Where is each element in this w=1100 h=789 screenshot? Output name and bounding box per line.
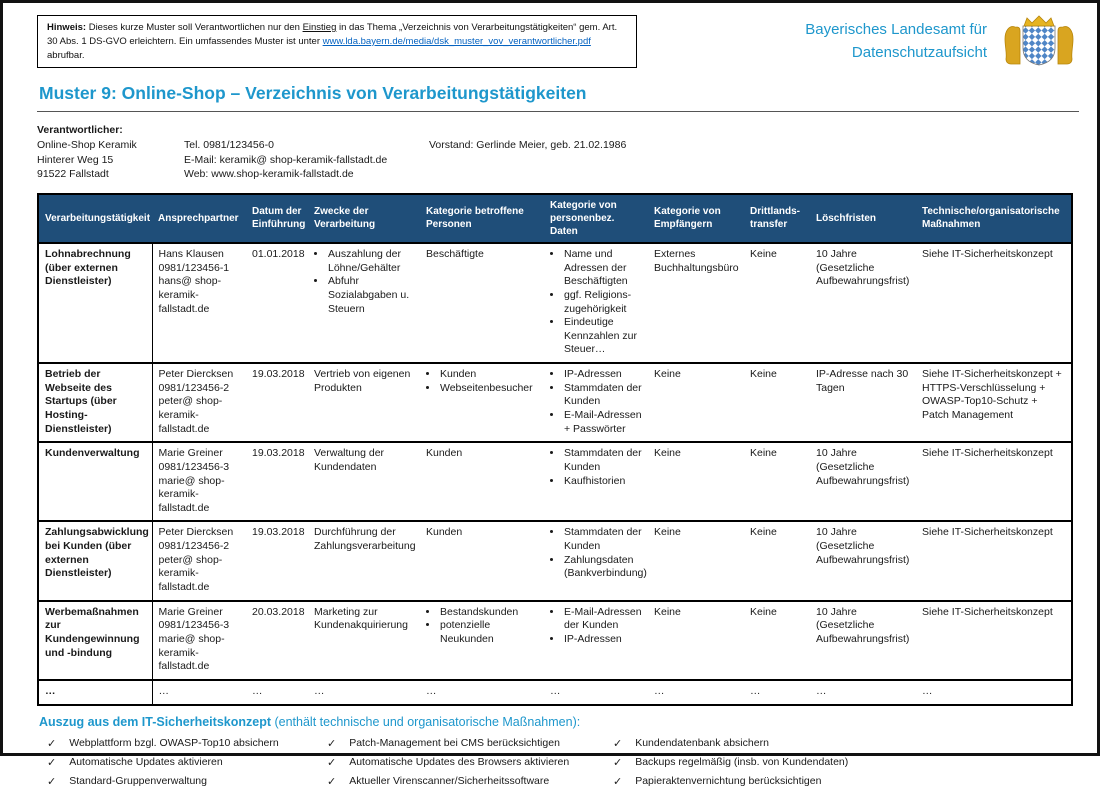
table-cell: Beschäftigte <box>420 243 544 363</box>
checkmark-icon: ✓ <box>47 737 57 750</box>
responsible-name: Online-Shop Keramik <box>37 139 137 152</box>
table-cell: Betrieb der Webseite des Startups (über Hosting-Dienstleister) <box>38 363 152 442</box>
table-cell <box>420 363 544 442</box>
notice-link[interactable]: www.lda.bayern.de/media/dsk_muster_vov_verantwortlicher.pdf <box>322 35 591 47</box>
responsible-email: E-Mail: keramik@ shop-keramik-fallstadt.de <box>184 153 388 166</box>
cell-bullet-item: • IP-Adressen <box>563 633 644 647</box>
table-cell: Hans Klausen 0981/123456-1 hans@ shop-keramik-fallstadt.de <box>152 243 246 363</box>
table-cell: Marketing zur Kundenakquirierung <box>308 601 420 680</box>
processing-table <box>37 193 1073 706</box>
security-checklist <box>37 737 1079 789</box>
checkmark-icon: ✓ <box>327 776 337 789</box>
table-cell: 19.03.2018 <box>246 363 308 442</box>
table-cell: Werbemaßnahmen zur Kundengewinnung und -bindung <box>38 601 152 680</box>
table-cell: … <box>916 680 1072 705</box>
checklist-item <box>613 737 848 751</box>
table-cell: Keine <box>744 243 810 363</box>
table-cell: Siehe IT-Sicherheitskonzept <box>916 521 1072 600</box>
table-cell: 10 Jahre (Gesetzliche Aufbewahrungsfrist) <box>810 521 916 600</box>
column-header: Verarbeitungstätigkeit <box>38 194 152 243</box>
table-cell: Keine <box>648 442 744 521</box>
cell-bullet-item: • Bestandskunden <box>439 606 540 620</box>
checklist-column <box>327 737 613 789</box>
table-cell: Marie Greiner 0981/123456-3 marie@ shop-keramik-fallstadt.de <box>152 442 246 521</box>
checklist-column <box>613 737 848 789</box>
table-cell: … <box>308 680 420 705</box>
table-body <box>38 243 1072 705</box>
responsible-street: Hinterer Weg 15 <box>37 153 114 166</box>
checkmark-icon: ✓ <box>47 776 57 789</box>
table-cell: Siehe IT-Sicherheitskonzept <box>916 442 1072 521</box>
responsible-vorstand: Vorstand: Gerlinde Meier, geb. 21.02.1986 <box>429 139 627 152</box>
table-cell: 01.01.2018 <box>246 243 308 363</box>
table-cell: Zahlungsabwicklung bei Kunden (über externen Dienstleister) <box>38 521 152 600</box>
column-header: Kategorie von personenbez. Daten <box>544 194 648 243</box>
table-cell: Kundenverwaltung <box>38 442 152 521</box>
table-cell: Siehe IT-Sicherheitskonzept <box>916 601 1072 680</box>
table-row <box>38 680 1072 705</box>
table-cell: Keine <box>648 521 744 600</box>
title-divider <box>37 111 1079 112</box>
cell-bullet-item: • Eindeutige Kennzahlen zur Steuer… <box>563 316 644 357</box>
table-row <box>38 442 1072 521</box>
table-cell: Keine <box>648 601 744 680</box>
table-cell: Peter Diercksen 0981/123456-2 peter@ shop-keramik-fallstadt.de <box>152 521 246 600</box>
table-cell: Siehe IT-Sicherheitskonzept <box>916 243 1072 363</box>
checklist-item-label: Kundendatenbank absichern <box>635 736 769 749</box>
cell-bullet-list <box>550 526 647 581</box>
checklist-item-label: Papieraktenvernichtung berücksichtigen <box>635 775 822 788</box>
notice-text-3: abrufbar. <box>47 49 85 61</box>
cell-bullet-list <box>550 606 644 647</box>
cell-bullet-list <box>550 447 644 488</box>
notice-text-2: in das Thema „Verzeichnis von Verarbeitungstätigkeiten“ gem. Art. 30 Abs. 1 DS-GVO erleichtern. Ein umfassendes Muster ist unter <box>47 22 618 47</box>
cell-bullet-item: • potenzielle Neukunden <box>439 619 540 646</box>
table-cell <box>544 601 648 680</box>
table-cell: Kunden <box>420 521 544 600</box>
cell-bullet-list <box>314 248 416 316</box>
checklist-item-label: Webplattform bzgl. OWASP-Top10 absichern <box>69 736 279 749</box>
table-cell: Durchführung der Zahlungsverarbeitung <box>308 521 420 600</box>
cell-bullet-item: • Kunden <box>439 368 540 382</box>
checklist-item-label: Patch-Management bei CMS berücksichtigen <box>349 736 560 749</box>
column-header: Kategorie von Empfängern <box>648 194 744 243</box>
responsible-label: Verantwortlicher: <box>37 124 123 136</box>
cell-bullet-list <box>426 368 540 395</box>
table-cell: 10 Jahre (Gesetzliche Aufbewahrungsfrist) <box>810 601 916 680</box>
notice-underlined-word: Einstieg <box>302 22 337 33</box>
checklist-item-label: Standard-Gruppenverwaltung <box>69 775 207 788</box>
checklist-item <box>327 756 613 770</box>
checklist-item <box>613 775 848 789</box>
agency-name-line1: Bayerisches Landesamt für <box>805 21 987 38</box>
table-cell: Keine <box>744 521 810 600</box>
table-cell <box>544 363 648 442</box>
checklist-item-label: Automatische Updates aktivieren <box>69 755 223 768</box>
cell-bullet-item: • Abfuhr Sozialabgaben u. Steuern <box>327 275 416 316</box>
table-cell: Keine <box>744 442 810 521</box>
table-row <box>38 601 1072 680</box>
cell-bullet-item: • Webseitenbesucher <box>439 382 540 396</box>
cell-bullet-item: • E-Mail-Adressen + Passwörter <box>563 409 644 436</box>
table-cell: Keine <box>648 363 744 442</box>
cell-bullet-item: • Zahlungsdaten (Bankverbindung) <box>563 554 644 581</box>
table-cell: Lohnabrechnung (über externen Dienstleister) <box>38 243 152 363</box>
cell-bullet-item: • Auszahlung der Löhne/Gehälter <box>327 248 416 275</box>
column-header: Technische/organisatorische Maßnahmen <box>916 194 1072 243</box>
page-header <box>37 15 1079 69</box>
responsible-address <box>37 138 184 181</box>
cell-bullet-list <box>550 248 644 357</box>
table-row <box>38 243 1072 363</box>
security-heading-bold: Auszug aus dem IT-Sicherheitskonzept <box>39 714 271 729</box>
page-title: Muster 9: Online-Shop – Verzeichnis von Verarbeitungstätigkeiten <box>39 83 587 103</box>
column-header: Ansprechpartner <box>152 194 246 243</box>
bavaria-coat-of-arms-logo <box>999 15 1079 69</box>
table-cell: IP-Adresse nach 30 Tagen <box>810 363 916 442</box>
table-row <box>38 521 1072 600</box>
checkmark-icon: ✓ <box>613 776 623 789</box>
column-header: Datum der Einführung <box>246 194 308 243</box>
table-cell: 10 Jahre (Gesetzliche Aufbewahrungsfrist) <box>810 243 916 363</box>
table-cell: … <box>744 680 810 705</box>
checklist-item-label: Backups regelmäßig (insb. von Kundendaten) <box>635 755 849 768</box>
table-row <box>38 363 1072 442</box>
table-cell: Marie Greiner 0981/123456-3 marie@ shop-keramik-fallstadt.de <box>152 601 246 680</box>
responsible-web: Web: www.shop-keramik-fallstadt.de <box>184 168 354 181</box>
column-header: Kategorie betroffene Personen <box>420 194 544 243</box>
table-cell <box>544 521 648 600</box>
table-cell <box>420 601 544 680</box>
cell-bullet-item: • Stammdaten der Kunden <box>563 382 644 409</box>
table-cell: 20.03.2018 <box>246 601 308 680</box>
column-header: Zwecke der Verarbeitung <box>308 194 420 243</box>
cell-bullet-list <box>550 368 644 436</box>
checkmark-icon: ✓ <box>327 737 337 750</box>
responsible-block <box>37 123 1079 182</box>
checklist-item <box>327 775 613 789</box>
responsible-tel: Tel. 0981/123456-0 <box>184 139 274 152</box>
table-cell: 19.03.2018 <box>246 442 308 521</box>
table-cell: … <box>246 680 308 705</box>
checklist-item <box>47 775 327 789</box>
column-header: Löschfristen <box>810 194 916 243</box>
cell-bullet-item: • Stammdaten der Kunden <box>563 526 644 553</box>
table-cell <box>544 442 648 521</box>
notice-text-1: Dieses kurze Muster soll Verantwortlichen nur den <box>86 22 303 33</box>
checkmark-icon: ✓ <box>613 756 623 769</box>
table-cell: 19.03.2018 <box>246 521 308 600</box>
responsible-city: 91522 Fallstadt <box>37 168 109 181</box>
table-cell: … <box>420 680 544 705</box>
table-cell: Verwaltung der Kundendaten <box>308 442 420 521</box>
security-heading-rest: (enthält technische und organisatorische Maßnahmen): <box>271 714 581 729</box>
column-header: Drittlands-transfer <box>744 194 810 243</box>
table-cell: … <box>152 680 246 705</box>
table-header-row <box>38 194 1072 243</box>
cell-bullet-item: • Stammdaten der Kunden <box>563 447 644 474</box>
table-cell: … <box>648 680 744 705</box>
security-heading <box>39 715 1077 729</box>
notice-box <box>37 15 637 68</box>
table-cell: Externes Buchhaltungsbüro <box>648 243 744 363</box>
table-cell: Kunden <box>420 442 544 521</box>
table-cell <box>544 243 648 363</box>
table-cell: 10 Jahre (Gesetzliche Aufbewahrungsfrist) <box>810 442 916 521</box>
checkmark-icon: ✓ <box>47 756 57 769</box>
table-cell: Siehe IT-Sicherheitskonzept + HTTPS-Verschlüsselung + OWASP-Top10-Schutz + Patch Management <box>916 363 1072 442</box>
notice-label: Hinweis: <box>47 22 87 33</box>
cell-bullet-item: • Kaufhistorien <box>563 475 644 489</box>
checkmark-icon: ✓ <box>613 737 623 750</box>
agency-name <box>805 15 987 64</box>
table-cell: Peter Diercksen 0981/123456-2 peter@ shop-keramik-fallstadt.de <box>152 363 246 442</box>
checklist-item <box>613 756 848 770</box>
cell-bullet-list <box>426 606 540 647</box>
checklist-item-label: Automatische Updates des Browsers aktivieren <box>349 755 570 768</box>
cell-bullet-item: • ggf. Religions-zugehörigkeit <box>563 289 644 316</box>
checklist-column <box>47 737 327 789</box>
table-cell: Keine <box>744 601 810 680</box>
checklist-item <box>327 737 613 751</box>
cell-bullet-item: • IP-Adressen <box>563 368 644 382</box>
responsible-contact <box>184 138 429 181</box>
checklist-item-label: Aktueller Virenscanner/Sicherheitssoftware <box>349 775 550 788</box>
table-cell: … <box>544 680 648 705</box>
table-cell: Keine <box>744 363 810 442</box>
table-cell: Vertrieb von eigenen Produkten <box>308 363 420 442</box>
checkmark-icon: ✓ <box>327 756 337 769</box>
table-cell <box>308 243 420 363</box>
table-cell: … <box>38 680 152 705</box>
responsible-board <box>429 138 626 181</box>
checklist-item <box>47 756 327 770</box>
table-cell: … <box>810 680 916 705</box>
agency-block <box>805 15 1079 69</box>
cell-bullet-item: • Name und Adressen der Beschäftigten <box>563 248 644 289</box>
checklist-item <box>47 737 327 751</box>
cell-bullet-item: • E-Mail-Adressen der Kunden <box>563 606 644 633</box>
agency-name-line2: Datenschutzaufsicht <box>851 43 987 61</box>
